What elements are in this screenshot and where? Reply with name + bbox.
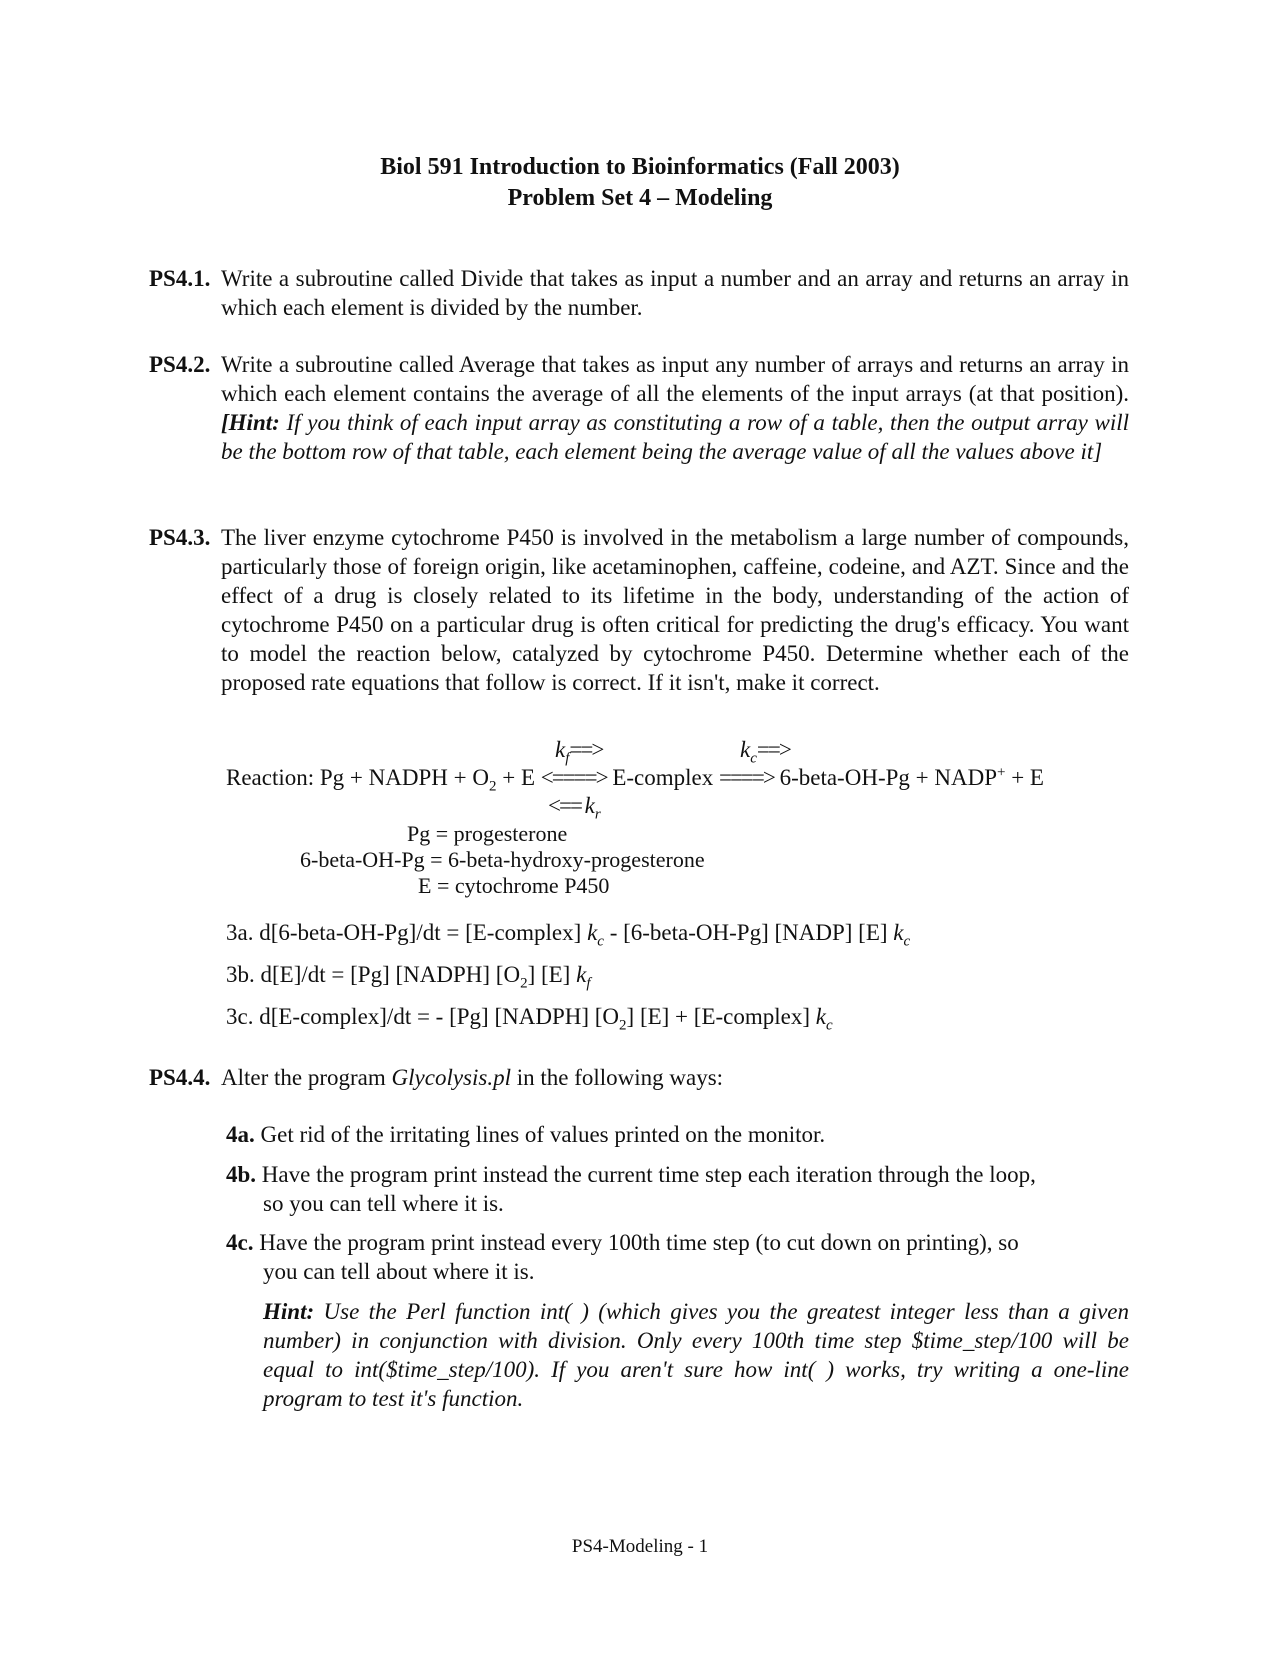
definition-6-beta-oh-pg: 6-beta-OH-Pg = 6-beta-hydroxy-progesterone [300,847,705,872]
forward-arrow: ====> [718,765,774,790]
problem-text-block [149,350,1129,466]
problem-label: PS4.1. [149,266,211,291]
hint-text: Use the Perl function int( ) (which gives you the greatest integer less than a given number) in conjunction with division. Only every 100th time step $time_step/100 will be equal to int($time_step/100). If you aren't sure how int( ) works, try writing a one-line program to test it's function. [263,1299,1129,1411]
hint-text: If you think of each input array as constituting a row of a table, then the output array will be the bottom row of that table, each element being the average value of all the values above it] [221,410,1130,464]
rate-equation-3a: 3a. d[6-beta-OH-Pg]/dt = [E-complex] $k_c$ - [6-beta-OH-Pg] [NADP] [E] $k_c$ [226,920,911,950]
kr-rate-label: <== $k_r$ [548,793,601,823]
problem-label: PS4.4. [149,1065,211,1090]
kc-rate-label: $k_c==>$ [740,737,790,767]
problem-4-2 [149,350,1129,466]
problem-label: PS4.2. [149,352,211,377]
problem-4-3 [149,523,1129,697]
kf-rate-label: $k_f==>$ [555,737,603,767]
rate-equation-3c: 3c. d[E-complex]/dt = - [Pg] [NADPH] $[O_2] [E]$ + [E-complex] $k_c$ [226,1004,833,1034]
subproblem-4b: 4b. Have the program print instead the current time step each iteration through the loop, so you can tell where it is. [226,1162,1036,1216]
problem-text: Write a subroutine called Divide that takes as input a number and an array and returns an array in which each element is divided by the number. [221,266,1129,320]
reversible-arrow: <====> [540,765,607,790]
course-title: Biol 591 Introduction to Bioinformatics (Fall 2003) [380,154,900,180]
hint-label: [Hint: [221,410,280,435]
problem-text: The liver enzyme cytochrome P450 is involved in the metabolism a large number of compounds, particularly those of foreign origin, like acetaminophen, caffeine, codeine, and AZT. Since and the effect of a drug is closely related to its lifetime in the body, understanding of the action of cytochrome P450 on a particular drug is often critical for predicting the drug's efficacy. You want to model the reaction below, catalyzed by cytochrome P450. Determine whether each of the proposed rate equations that follow is correct. If it isn't, make it correct. [221,525,1129,695]
page-footer: PS4-Modeling - 1 [571,1536,709,1557]
problem-set-title: Problem Set 4 – Modeling [507,185,773,211]
reaction-equation: Reaction: Pg + NADPH + $O_2 + E$ <====> E-complex ====> 6-beta-OH-Pg + NADP+ + E [226,764,1044,795]
problem-text-block: Alter the program Glycolysis.pl in the following ways: [221,1065,724,1090]
program-name: Glycolysis.pl [391,1065,511,1090]
rate-equation-3b: 3b. d[E]/dt = [Pg] [NADPH] $[O_2]$ [E] $k_f$ [226,962,591,992]
problem-4-1 [149,264,1129,322]
subproblem-4a: 4a. Get rid of the irritating lines of values printed on the monitor. [226,1122,826,1147]
perl-hint [263,1297,1129,1413]
hint-label: Hint: [263,1299,315,1324]
problem-text: Write a subroutine called Average that takes as input any number of arrays and returns an array in which each element contains the average of all the elements of the input arrays (at that position). [221,352,1129,406]
definition-pg: Pg = progesterone [407,821,568,846]
problem-label: PS4.3. [149,525,211,550]
definition-e: E = cytochrome P450 [418,873,610,898]
subproblem-4c: 4c. Have the program print instead every 100th time step (to cut down on printing), so you can tell about where it is. [226,1230,1019,1284]
problem-4-4 [149,1063,1129,1092]
